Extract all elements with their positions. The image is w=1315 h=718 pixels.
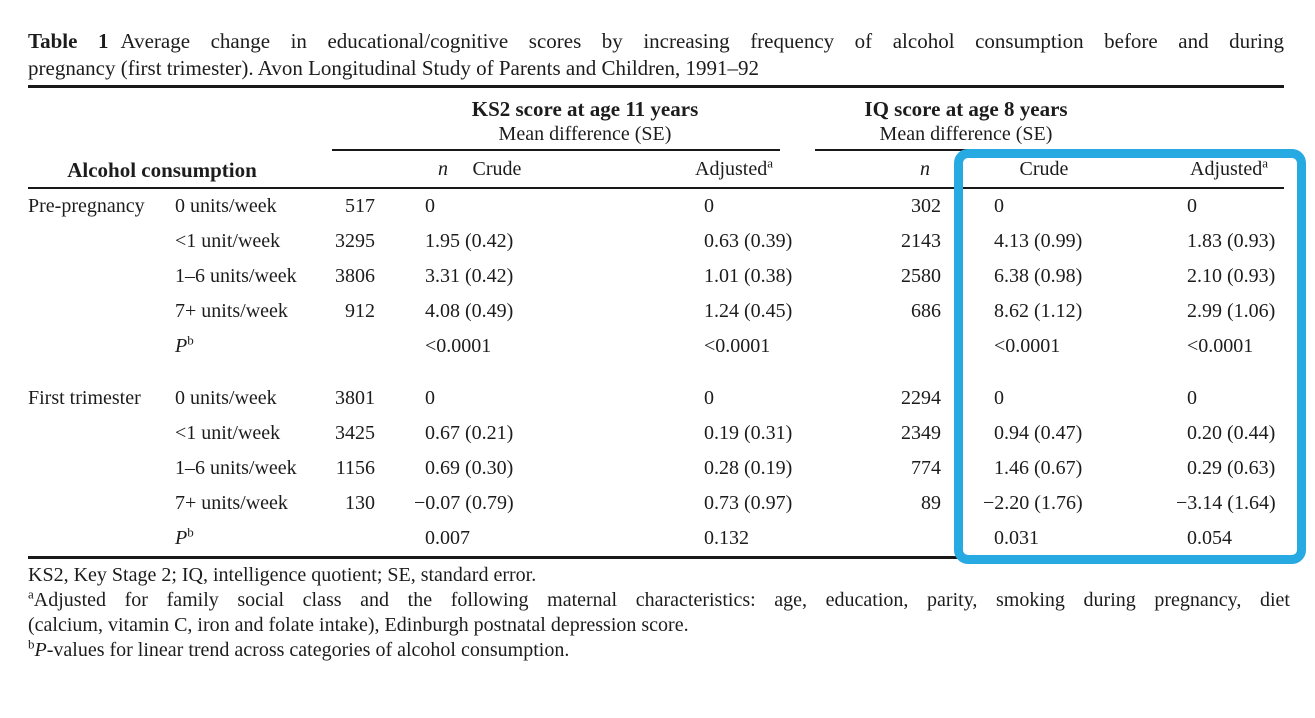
caption-line-1 (28, 28, 1284, 55)
value-cell: 686 (911, 300, 941, 322)
iq-spanner-title: IQ score at age 8 years (864, 97, 1068, 121)
value-cell: 3295 (335, 230, 375, 252)
top-rule (28, 85, 1284, 88)
group-cell: Pre-pregnancy (28, 195, 145, 217)
value-cell: 89 (921, 492, 941, 514)
value-cell: <0.0001 (425, 335, 492, 357)
table-row (28, 224, 1284, 259)
value-cell: 1156 (335, 457, 375, 479)
column-header-crude-ks2: Crude (472, 158, 522, 180)
table-row (28, 521, 1284, 556)
value-cell: 0.67 (0.21) (425, 422, 514, 444)
footnote-b-p: P (34, 639, 47, 661)
column-header-adjusted-ks2 (695, 155, 773, 181)
footnote-b (28, 638, 1290, 663)
value-cell: −2.20 (1.76) (983, 492, 1083, 514)
value-cell: −3.14 (1.64) (1176, 492, 1276, 514)
footnote-b-marker: b (28, 636, 35, 652)
category-cell: 0 units/week (175, 387, 277, 409)
group-cell (28, 486, 175, 521)
table-number-label: Table 1 (28, 29, 109, 53)
value-cell: 3806 (335, 265, 375, 287)
value-cell: 0.007 (425, 527, 470, 549)
value-cell: 1.83 (0.93) (1187, 230, 1276, 252)
value-cell: 2.10 (0.93) (1187, 265, 1276, 287)
value-cell (794, 521, 944, 556)
value-cell (794, 329, 944, 364)
iq-spanner-rule (815, 149, 1284, 151)
value-cell: 2349 (901, 422, 941, 444)
adjusted-label: Adjusted (695, 158, 768, 180)
caption-text-1: Average change in educational/cognitive scores by increasing frequency of alcohol consumption before and during (120, 29, 1284, 53)
value-cell (333, 521, 379, 556)
adjusted-footnote-marker: a (767, 155, 773, 171)
value-cell: 0.19 (0.31) (704, 422, 793, 444)
footnotes (28, 563, 1290, 663)
value-cell: 0.28 (0.19) (704, 457, 793, 479)
value-cell: 3801 (335, 387, 375, 409)
footnote-a-line2: (calcium, vitamin C, iron and folate intake), Edinburgh postnatal depression score. (28, 614, 689, 636)
footnote-a-line1 (28, 588, 1290, 613)
value-cell: 0 (425, 387, 435, 409)
ks2-spanner-title: KS2 score at age 11 years (471, 97, 699, 121)
value-cell: 0.69 (0.30) (425, 457, 514, 479)
table-row (28, 451, 1284, 486)
category-cell: 1–6 units/week (175, 265, 297, 287)
value-cell: 1.01 (0.38) (704, 265, 793, 287)
category-cell: <1 unit/week (175, 230, 281, 252)
group-cell (28, 416, 175, 451)
value-cell: <0.0001 (994, 335, 1061, 357)
value-cell: 302 (911, 195, 941, 217)
column-header-crude-iq: Crude (1019, 158, 1069, 180)
column-header-n-ks2: n (438, 158, 448, 180)
column-header-adjusted-iq (1190, 155, 1268, 181)
section-spacer (28, 364, 1284, 381)
value-cell: 6.38 (0.98) (994, 265, 1083, 287)
table-row (28, 416, 1284, 451)
value-cell: 2143 (901, 230, 941, 252)
bottom-rule (28, 556, 1284, 559)
category-cell: 7+ units/week (175, 492, 288, 514)
value-cell: <0.0001 (704, 335, 771, 357)
category-cell (175, 521, 333, 556)
value-cell: 2.99 (1.06) (1187, 300, 1276, 322)
value-cell: 1.24 (0.45) (704, 300, 793, 322)
group-cell (28, 224, 175, 259)
adjusted-footnote-marker: a (1262, 155, 1268, 171)
value-cell: 912 (345, 300, 375, 322)
group-cell (28, 521, 175, 556)
value-cell: 130 (345, 492, 375, 514)
p-label: P (175, 335, 188, 357)
footnote-b-text: -values for linear trend across categories of alcohol consumption. (46, 639, 570, 661)
group-cell (28, 294, 175, 329)
value-cell: 3425 (335, 422, 375, 444)
value-cell: 0 (704, 387, 714, 409)
value-cell: 774 (911, 457, 941, 479)
group-cell: First trimester (28, 387, 141, 409)
value-cell: 8.62 (1.12) (994, 300, 1083, 322)
iq-spanner-subtitle: Mean difference (SE) (879, 123, 1053, 145)
category-cell: 1–6 units/week (175, 457, 297, 479)
footnote-a-text1: Adjusted for family social class and the following maternal characteristics: age, education, parity, smoking during pregnancy, diet (33, 589, 1290, 611)
column-header-n-iq: n (920, 158, 930, 180)
value-cell: 0.73 (0.97) (704, 492, 793, 514)
table-row (28, 189, 1284, 224)
adjusted-label: Adjusted (1190, 158, 1263, 180)
value-cell: 0.94 (0.47) (994, 422, 1083, 444)
value-cell: 0.054 (1187, 527, 1232, 549)
value-cell: 0 (1187, 387, 1197, 409)
value-cell: 4.13 (0.99) (994, 230, 1083, 252)
value-cell: 4.08 (0.49) (425, 300, 514, 322)
value-cell: 2294 (901, 387, 941, 409)
table-row (28, 329, 1284, 364)
value-cell: 1.95 (0.42) (425, 230, 514, 252)
value-cell: 0 (994, 387, 1004, 409)
value-cell: 517 (345, 195, 375, 217)
spacer-cell (28, 364, 1284, 381)
value-cell: 1.46 (0.67) (994, 457, 1083, 479)
table-row (28, 259, 1284, 294)
ks2-spanner-subtitle: Mean difference (SE) (498, 123, 672, 145)
footnote-abbreviations: KS2, Key Stage 2; IQ, intelligence quotient; SE, standard error. (28, 564, 537, 586)
value-cell: 0 (425, 195, 435, 217)
data-table (28, 189, 1284, 556)
value-cell: 0.031 (994, 527, 1039, 549)
category-cell: 7+ units/week (175, 300, 288, 322)
category-cell (175, 329, 333, 364)
table-row (28, 486, 1284, 521)
ks2-spanner-rule (332, 149, 780, 151)
column-header-alcohol: Alcohol consumption (67, 158, 257, 182)
value-cell: 0 (1187, 195, 1197, 217)
value-cell: 0.63 (0.39) (704, 230, 793, 252)
caption-text-2: pregnancy (first trimester). Avon Longitudinal Study of Parents and Children, 1991–92 (28, 56, 759, 80)
value-cell: −0.07 (0.79) (414, 492, 514, 514)
table-caption (28, 28, 1284, 82)
group-cell (28, 451, 175, 486)
value-cell (333, 329, 379, 364)
table-body (28, 189, 1284, 556)
value-cell: 0.20 (0.44) (1187, 422, 1276, 444)
p-label: P (175, 527, 188, 549)
table-row (28, 294, 1284, 329)
group-cell (28, 259, 175, 294)
value-cell: 0.132 (704, 527, 749, 549)
p-footnote-marker: b (187, 524, 194, 540)
value-cell: 3.31 (0.42) (425, 265, 514, 287)
value-cell: 0 (704, 195, 714, 217)
value-cell: 0 (994, 195, 1004, 217)
value-cell: 0.29 (0.63) (1187, 457, 1276, 479)
table-row (28, 381, 1284, 416)
group-cell (28, 329, 175, 364)
footnote-a-marker: a (28, 586, 34, 602)
value-cell: <0.0001 (1187, 335, 1254, 357)
p-footnote-marker: b (187, 332, 194, 348)
value-cell: 2580 (901, 265, 941, 287)
category-cell: <1 unit/week (175, 422, 281, 444)
category-cell: 0 units/week (175, 195, 277, 217)
